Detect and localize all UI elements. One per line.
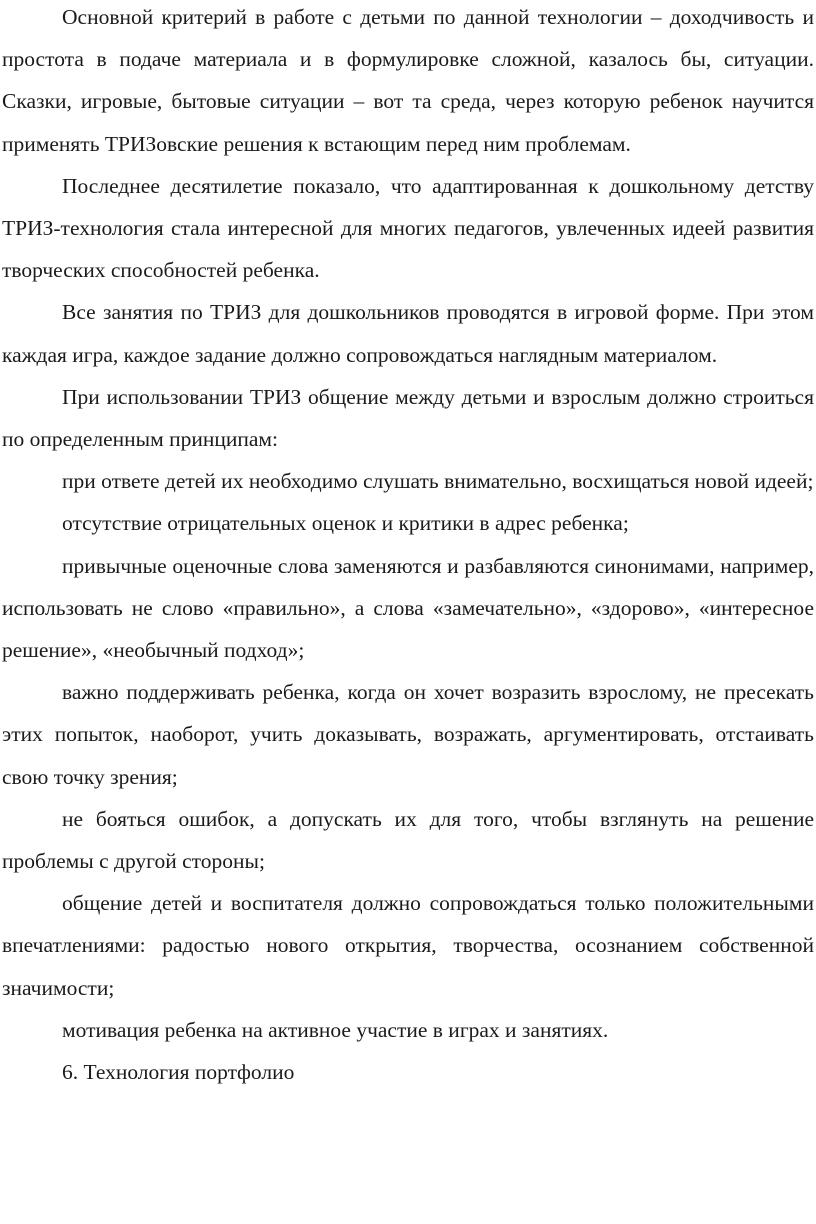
principle-listen: при ответе детей их необходимо слушать внимательно, восхищаться новой идеей; (62, 469, 814, 494)
principle-synonyms: привычные оценочные слова заменяются и разбавляются синонимами, например, использовать не слово «правильно», а слова «замечательно», «здорово», «интересное решение», «необычный подход»; (2, 553, 814, 663)
principle-no-criticism: отсутствие отрицательных оценок и критики в адрес ребенка; (62, 511, 629, 536)
paragraph-principles-intro: При использовании ТРИЗ общение между детьми и взрослым должно строиться по определенным принципам: (2, 384, 814, 452)
principle-support-objection: важно поддерживать ребенка, когда он хочет возразить взрослому, не пресекать этих попыток, наоборот, учить доказывать, возражать, аргументировать, отстаивать свою точку зрения; (2, 680, 814, 789)
principle-mistakes: не бояться ошибок, а допускать их для того, чтобы взглянуть на решение проблемы с другой стороны; (2, 806, 814, 874)
paragraph-main-criterion: Основной критерий в работе с детьми по данной технологии – доходчивость и простота в подаче материала и в формулировке сложной, казалось бы, ситуации. Сказки, игровые, бытовые ситуации – вот та среда, через которую ребенок научится применять ТРИЗовские решения к встающим перед ним проблемам. (2, 5, 814, 156)
section-heading-portfolio: 6. Технология портфолио (62, 1060, 295, 1085)
paragraph-last-decade: Последнее десятилетие показало, что адаптированная к дошкольному детству ТРИЗ-технология стала интересной для многих педагогов, увлеченных идеей развития творческих способностей ребенка. (2, 173, 814, 283)
paragraph-game-form: Все занятия по ТРИЗ для дошкольников проводятся в игровой форме. При этом каждая игра, каждое задание должно сопровождаться наглядным материалом. (2, 300, 814, 367)
principle-motivation: мотивация ребенка на активное участие в играх и занятиях. (62, 1017, 609, 1042)
principle-positive-impressions: общение детей и воспитателя должно сопровождаться только положительными впечатлениями: радостью нового открытия, творчества, осознанием собственной значимости; (2, 891, 814, 1000)
document-body (2, 0, 814, 1093)
